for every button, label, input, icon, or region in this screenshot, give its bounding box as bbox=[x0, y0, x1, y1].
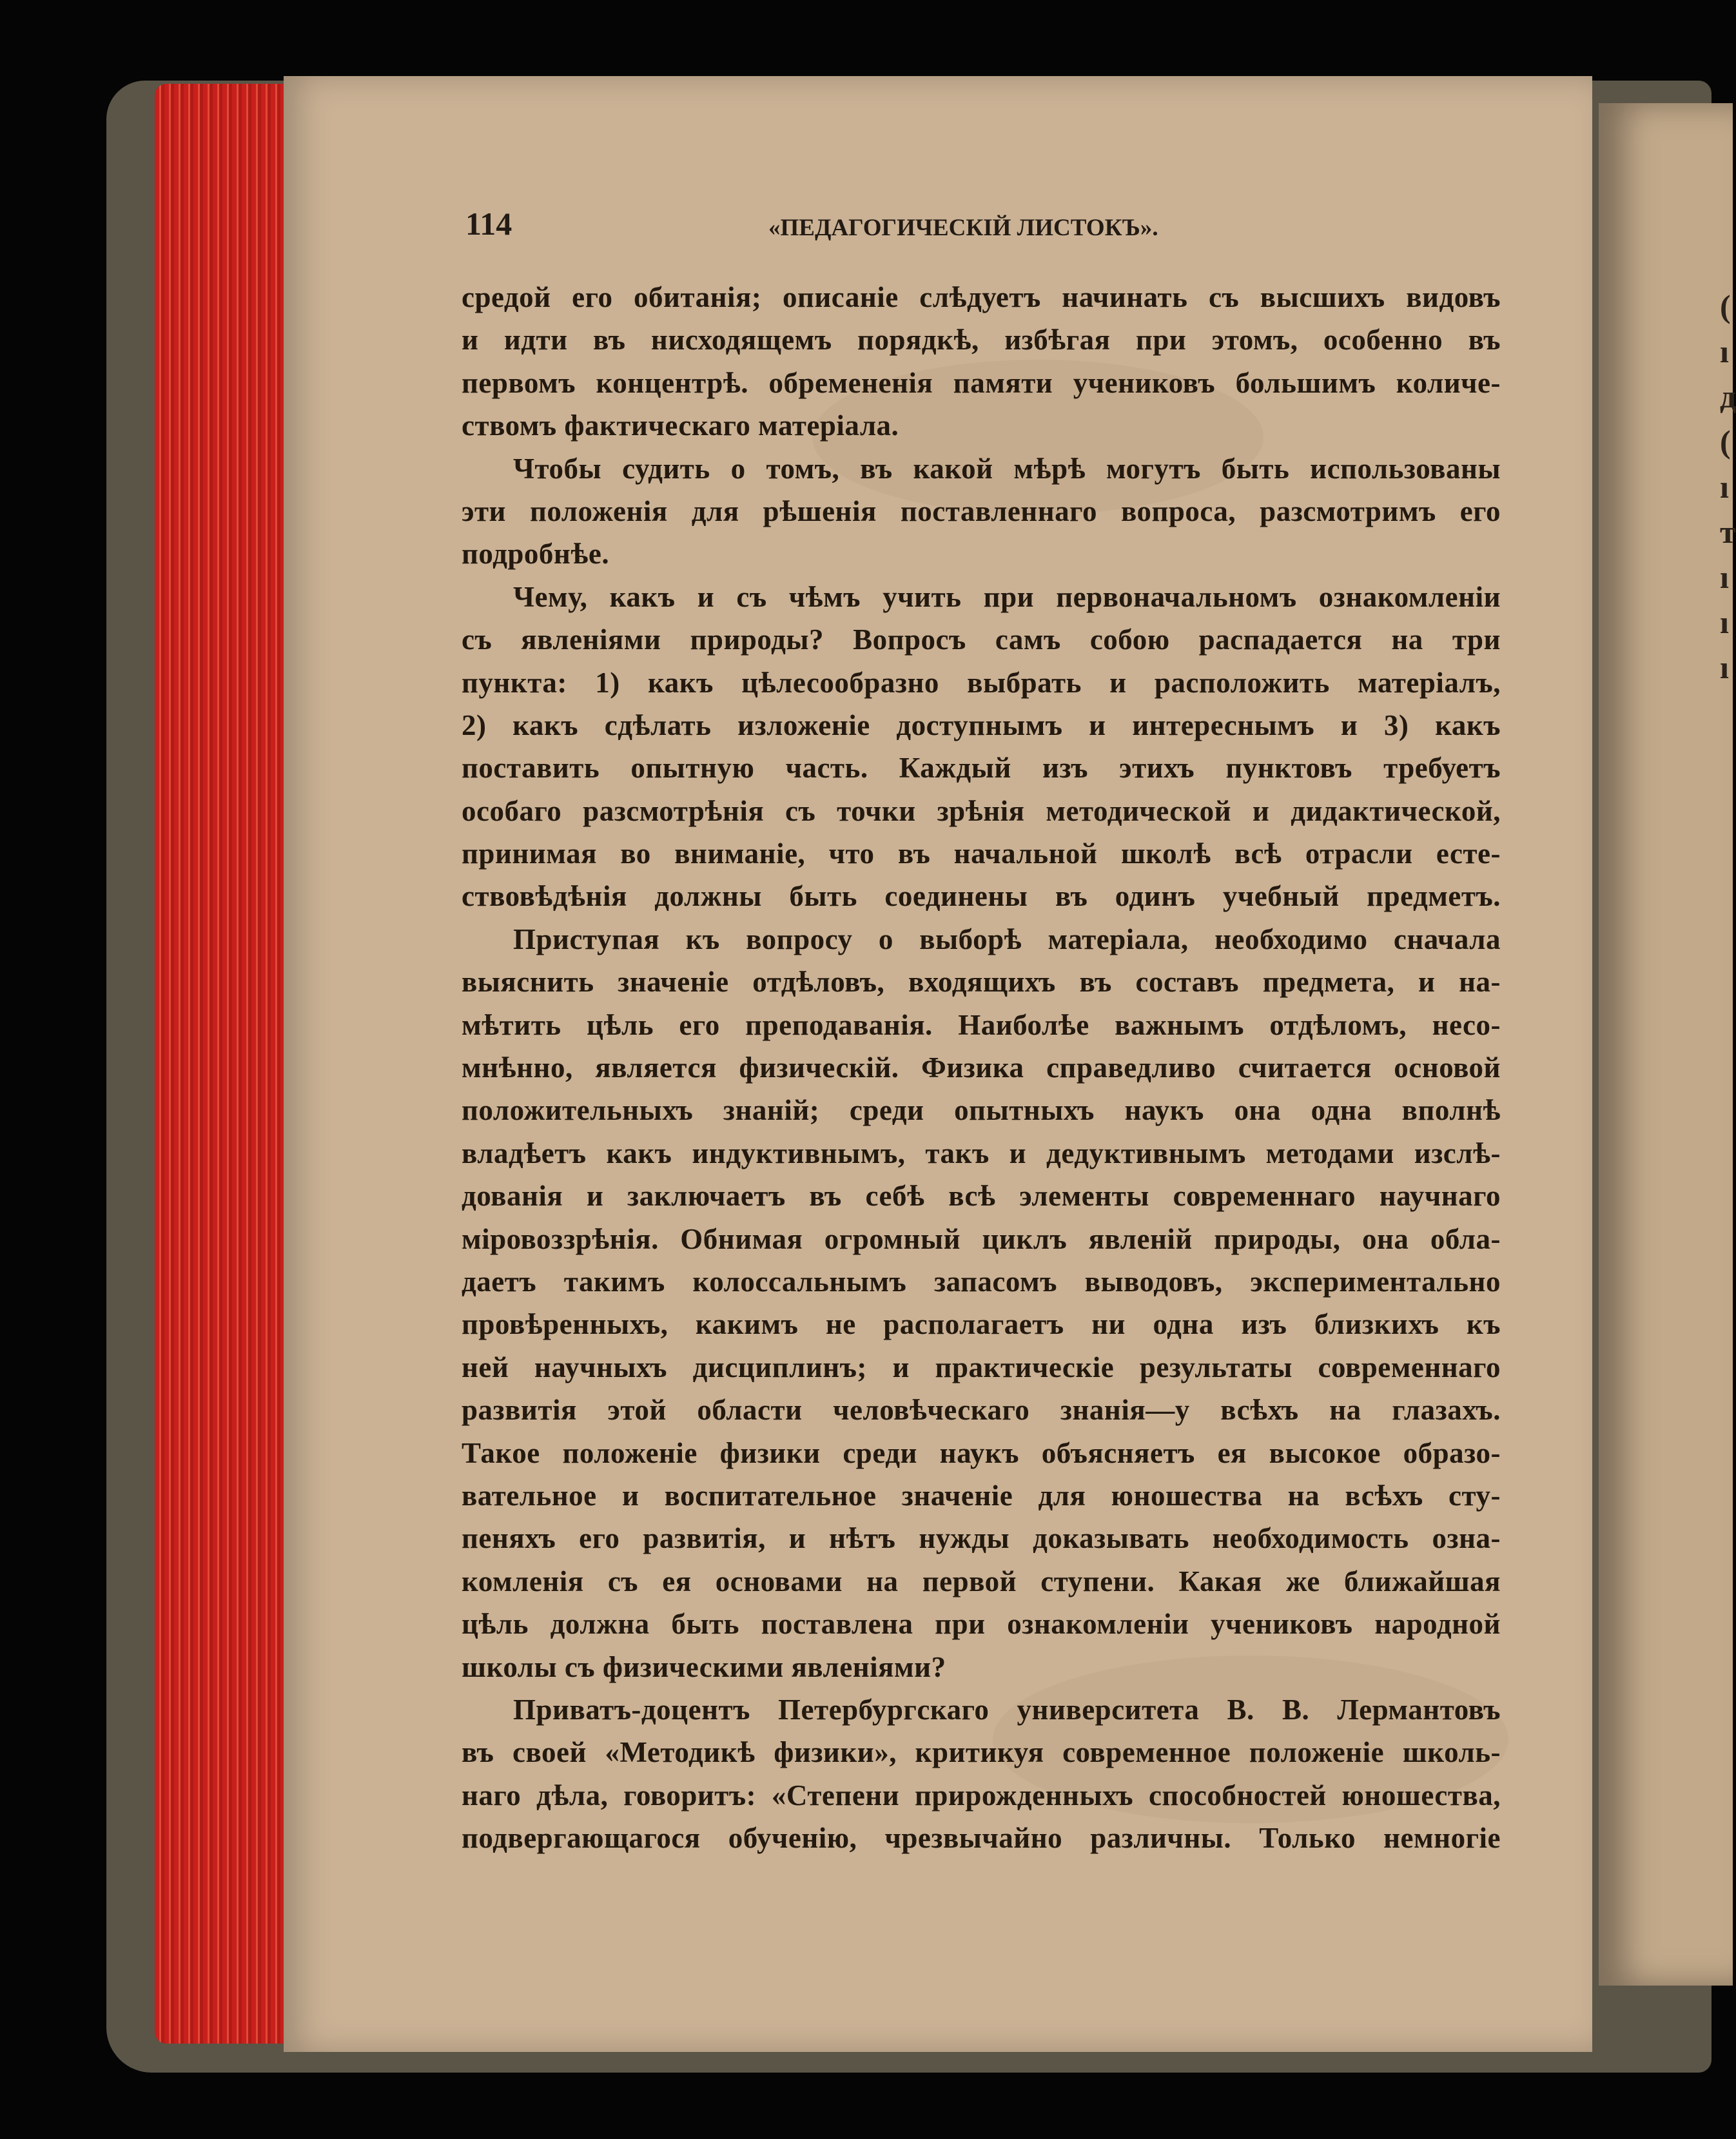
text-line: цѣль должна быть поставлена при ознакомленіи учениковъ народной bbox=[462, 1608, 1501, 1641]
text-line: въ своей «Методикѣ физики», критикуя современное положеніе школь- bbox=[462, 1736, 1501, 1769]
text-line: комленія съ ея основами на первой ступени. Какая же ближайшая bbox=[462, 1565, 1501, 1597]
facing-page bbox=[1599, 103, 1736, 1986]
text-line: даетъ такимъ колоссальнымъ запасомъ выводовъ, экспериментально bbox=[462, 1265, 1501, 1298]
text-line: Чему, какъ и съ чѣмъ учить при первоначальномъ ознакомленіи bbox=[513, 580, 1501, 613]
text-line: мнѣнно, является физическій. Физика справедливо считается основой bbox=[462, 1051, 1501, 1084]
page-number: 114 bbox=[465, 206, 512, 242]
text-line: ствомъ фактическаго матеріала. bbox=[462, 409, 899, 442]
facing-page-letter: ı bbox=[1720, 469, 1729, 505]
text-line: пеняхъ его развитія, и нѣтъ нужды доказывать необходимость озна- bbox=[462, 1522, 1501, 1555]
text-line: эти положенія для рѣшенія поставленнаго вопроса, разсмотримъ его bbox=[462, 494, 1501, 527]
text-line: средой его обитанія; описаніе слѣдуетъ начинать съ высшихъ видовъ bbox=[462, 281, 1501, 313]
text-line: 2) какъ сдѣлать изложеніе доступнымъ и интереснымъ и 3) какъ bbox=[462, 708, 1501, 741]
text-line: мѣтить цѣль его преподаванія. Наиболѣе важнымъ отдѣломъ, несо- bbox=[462, 1008, 1501, 1041]
text-line: ней научныхъ дисциплинъ; и практическіе результаты современнаго bbox=[462, 1351, 1501, 1383]
text-line: владѣетъ какъ индуктивнымъ, такъ и дедуктивнымъ методами изслѣ- bbox=[462, 1137, 1501, 1169]
facing-page-letters bbox=[1720, 284, 1736, 690]
red-page-edges bbox=[155, 84, 293, 2044]
text-line: положительныхъ знаній; среди опытныхъ наукъ она одна вполнѣ bbox=[462, 1094, 1501, 1127]
text-line: наго дѣла, говоритъ: «Степени прирожденныхъ способностей юношества, bbox=[462, 1779, 1501, 1812]
body-text bbox=[462, 276, 1501, 1859]
text-line: Приватъ-доцентъ Петербургскаго университета В. В. Лермантовъ bbox=[513, 1693, 1501, 1726]
text-line: выяснить значеніе отдѣловъ, входящихъ въ составъ предмета, и на- bbox=[462, 966, 1501, 999]
text-line: Чтобы судить о томъ, въ какой мѣрѣ могутъ быть использованы bbox=[513, 452, 1501, 485]
journal-title: «ПЕДАГОГИЧЕСКІЙ ЛИСТОКЪ». bbox=[768, 215, 1158, 241]
text-line: и идти въ нисходящемъ порядкѣ, избѣгая при этомъ, особенно въ bbox=[462, 324, 1501, 356]
text-line: особаго разсмотрѣнія съ точки зрѣнія методической и дидактической, bbox=[462, 794, 1501, 827]
text-line: развитія этой области человѣческаго знанія—у всѣхъ на глазахъ. bbox=[462, 1394, 1501, 1427]
text-line: ствовѣдѣнія должны быть соединены въ одинъ учебный предметъ. bbox=[462, 880, 1501, 913]
text-line: съ явленіями природы? Вопросъ самъ собою распадается на три bbox=[462, 623, 1501, 656]
text-line: пункта: 1) какъ цѣлесообразно выбрать и расположить матеріалъ, bbox=[462, 666, 1501, 699]
text-line: поставить опытную часть. Каждый изъ этихъ пунктовъ требуетъ bbox=[462, 752, 1501, 785]
text-line: подвергающагося обученію, чрезвычайно различны. Только немногіе bbox=[462, 1822, 1501, 1855]
text-line: Такое положеніе физики среди наукъ объясняетъ ея высокое образо- bbox=[462, 1436, 1501, 1469]
text-line: вательное и воспитательное значеніе для юношества на всѣхъ сту- bbox=[462, 1479, 1501, 1512]
text-line: дованія и заключаетъ въ себѣ всѣ элементы современнаго научнаго bbox=[462, 1180, 1501, 1213]
text-line: Приступая къ вопросу о выборѣ матеріала, необходимо сначала bbox=[513, 923, 1501, 955]
text-line: міровоззрѣнія. Обнимая огромный циклъ явленій природы, она обла- bbox=[462, 1222, 1501, 1255]
text-line: принимая во вниманіе, что въ начальной школѣ всѣ отрасли есте- bbox=[462, 837, 1501, 870]
facing-page-letter: ı bbox=[1720, 333, 1729, 369]
text-line: подробнѣе. bbox=[462, 538, 610, 571]
text-line: школы съ физическими явленіями? bbox=[462, 1650, 946, 1683]
facing-page-letter: д bbox=[1720, 378, 1736, 415]
facing-page-letter: т bbox=[1720, 514, 1736, 550]
text-line: первомъ концентрѣ. обремененія памяти учениковъ большимъ количе- bbox=[462, 366, 1501, 399]
facing-page-letter: ( bbox=[1720, 424, 1731, 460]
text-line: провѣренныхъ, какимъ не располагаетъ ни одна изъ близкихъ къ bbox=[462, 1308, 1501, 1341]
facing-page-letter: ı bbox=[1720, 604, 1729, 640]
facing-page-letter: ı bbox=[1720, 559, 1729, 595]
running-head bbox=[465, 205, 1175, 244]
facing-page-letter: ( bbox=[1720, 288, 1731, 324]
facing-page-letter: ı bbox=[1720, 649, 1729, 685]
